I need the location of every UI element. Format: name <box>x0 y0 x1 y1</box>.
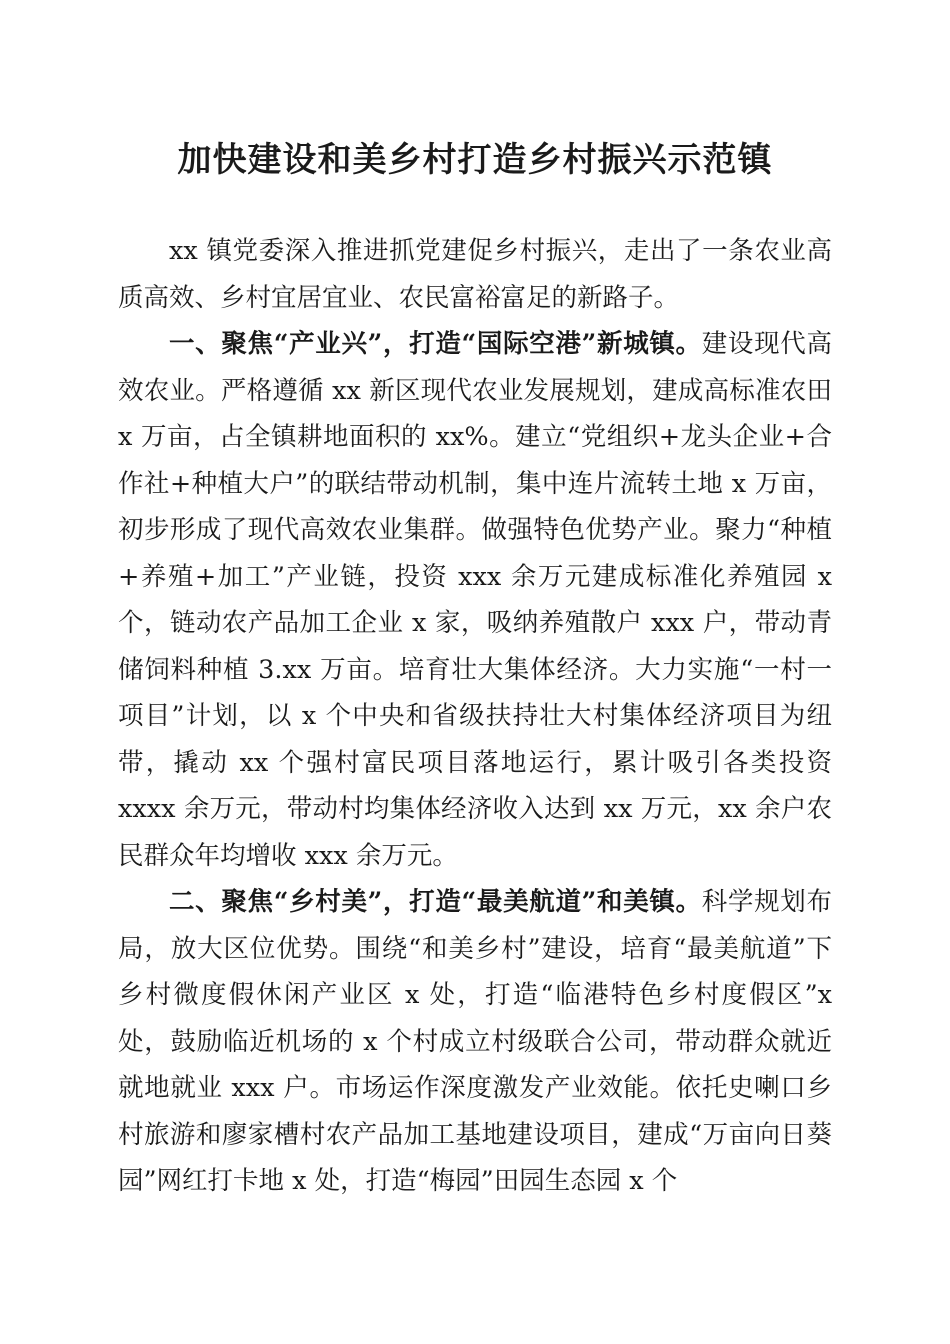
section-heading-1: 一、聚焦“产业兴”，打造“国际空港”新城镇。 <box>169 329 702 359</box>
document-body <box>118 228 832 1205</box>
section-paragraph-1 <box>118 321 832 879</box>
section-text-1: 建设现代高效农业。严格遵循 xx 新区现代农业发展规划，建成高标准农田 x 万亩，占全镇耕地面积的 xx%。建立“党组织+龙头企业+合作社+种植大户”的联结带动机制，集中连片流转土地 x 万亩，初步形成了现代高效农业集群。做强特色优势产业。聚力“种植+养殖+加工”产业链，投资 xxx 余万元建成标准化养殖园 x 个，链动农产品加工企业 x 家，吸纳养殖散户 xxx 户，带动青储饲料种植 3.xx 万亩。培育壮大集体经济。大力实施“一村一项目”计划，以 x 个中央和省级扶持壮大村集体经济项目为纽带，撬动 xx 个强村富民项目落地运行，累计吸引各类投资 xxxx 余万元，带动村均集体经济收入达到 xx 万元，xx 余户农民群众年均增收 xxx 余万元。 <box>118 329 832 871</box>
document-title: 加快建设和美乡村打造乡村振兴示范镇 <box>177 140 773 180</box>
section-text-2: 科学规划布局，放大区位优势。围绕“和美乡村”建设，培育“最美航道”下乡村微度假休闲产业区 x 处，打造“临港特色乡村度假区”x 处，鼓励临近机场的 x 个村成立村级联合公司，带动群众就近就地就业 xxx 户。市场运作深度激发产业效能。依托史喇口乡村旅游和廖家槽村农产品加工基地建设项目，建成“万亩向日葵园”网红打卡地 x 处，打造“梅园”田园生态园 x 个 <box>118 887 832 1196</box>
intro-paragraph: xx 镇党委深入推进抓党建促乡村振兴，走出了一条农业高质高效、乡村宜居宜业、农民富裕富足的新路子。 <box>118 236 832 313</box>
section-heading-2: 二、聚焦“乡村美”，打造“最美航道”和美镇。 <box>169 887 702 917</box>
section-paragraph-2 <box>118 879 832 1205</box>
